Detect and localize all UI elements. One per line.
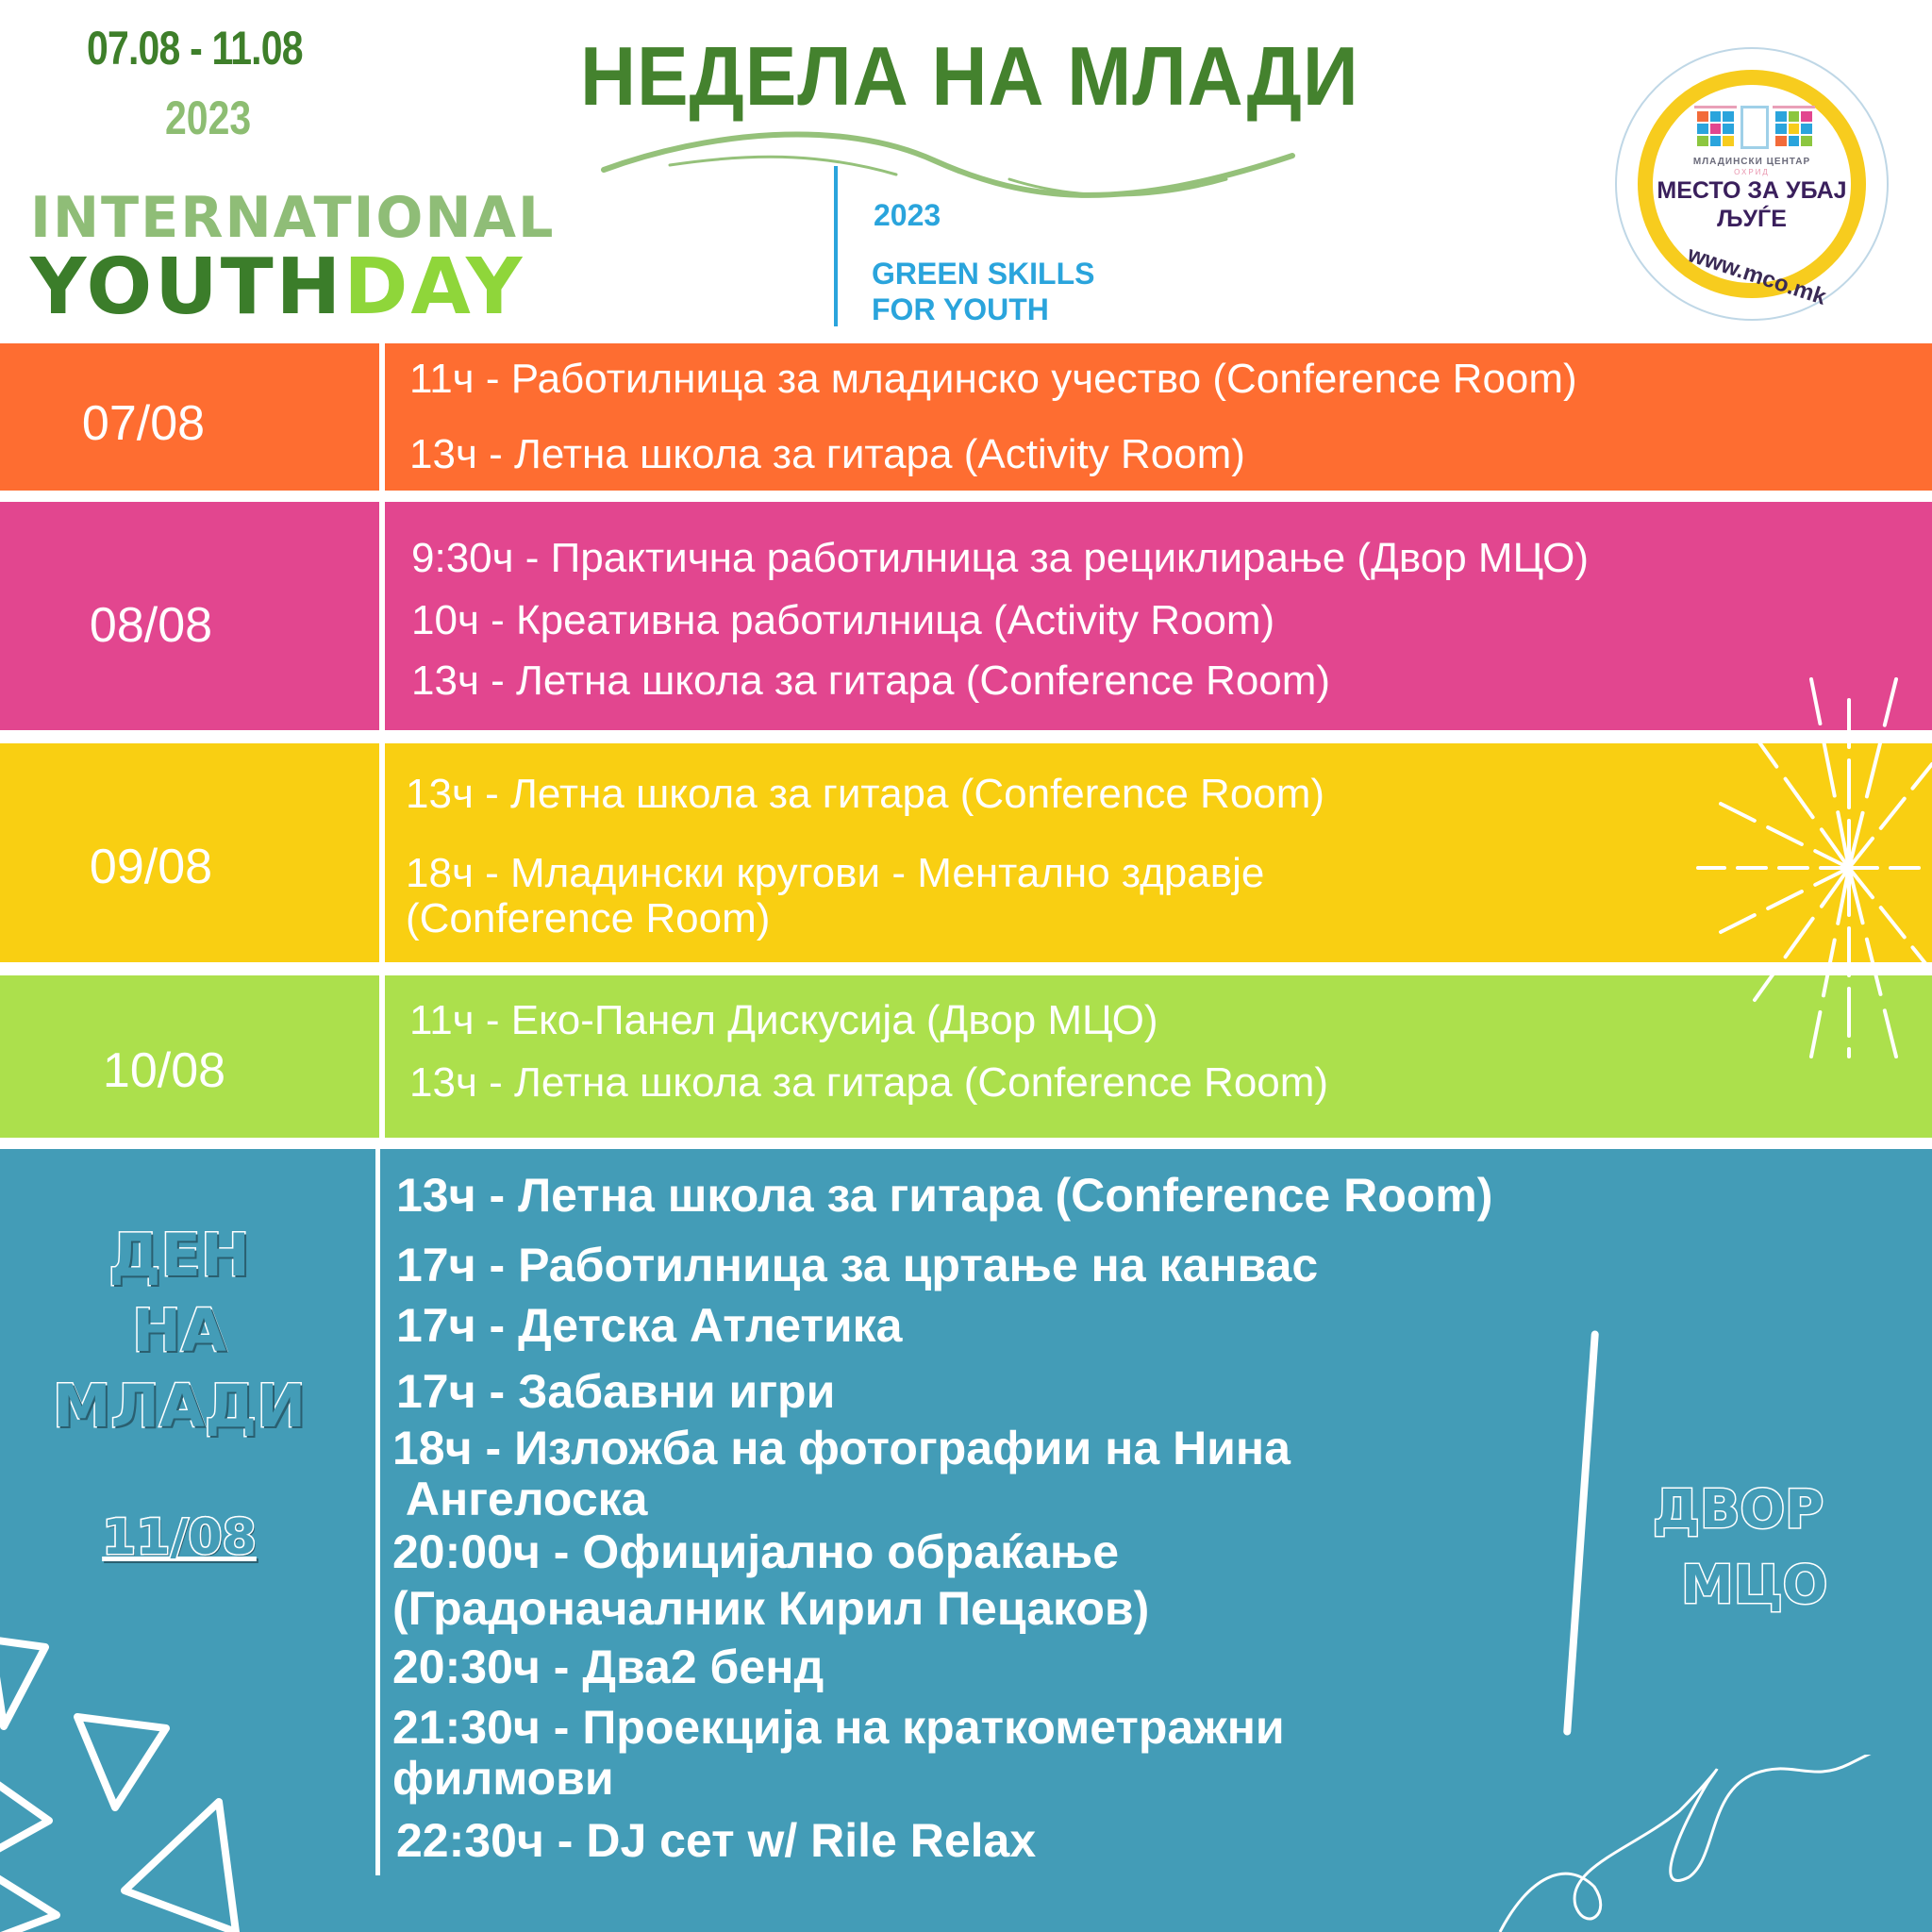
logo-url: www.mco.mk: [1684, 242, 1830, 310]
youth-day-label-3: МЛАДИ: [52, 1372, 307, 1441]
event-item: 13ч - Летна школа за гитара (Conference Room): [411, 658, 1331, 704]
event-item: 13ч - Летна школа за гитара (Activity Room): [409, 431, 1245, 477]
theme-line-1: GREEN SKILLS: [872, 257, 1095, 291]
event-item: 18ч - Изложба на фотографии на Нина: [392, 1422, 1291, 1474]
row-date: 09/08: [89, 840, 213, 894]
event-item: 13ч - Летна школа за гитара (Conference Room): [396, 1169, 1493, 1222]
row-divider: [379, 343, 385, 491]
youth-day-label-1: ДЕН: [108, 1221, 250, 1290]
logo-subtitle: МЛАДИНСКИ ЦЕНТАР: [1692, 157, 1811, 167]
youth-center-logo: [1615, 47, 1889, 321]
iyd-youth: YOUTH: [30, 242, 344, 332]
event-item: 20:00ч - Официјално обраќање: [392, 1525, 1120, 1578]
iyd-day: DAY: [343, 242, 525, 332]
logo-city: ОХРИД: [1734, 168, 1770, 176]
international-youth-day-logo: [30, 185, 566, 332]
page-title: НЕДЕЛА НА МЛАДИ: [580, 29, 1359, 123]
event-item-continued: (Градоначалник Кирил Пецаков): [392, 1582, 1150, 1635]
wave-decoration-icon: [594, 123, 1311, 208]
location-label-2: МЦО: [1681, 1555, 1828, 1616]
schedule-row-11-08: [0, 1149, 1932, 1932]
event-item-continued: Ангелоска: [392, 1473, 648, 1525]
row-date: 07/08: [81, 396, 206, 451]
event-item: 13ч - Летна школа за гитара (Conference Room): [406, 771, 1325, 817]
event-item: 22:30ч - DJ сет w/ Rile Relax: [396, 1814, 1037, 1867]
header: [0, 0, 1932, 341]
date-range: 07.08 - 11.08: [87, 22, 303, 75]
row-divider: [379, 502, 385, 730]
theme-divider: [834, 166, 838, 326]
row-divider: [379, 975, 385, 1138]
event-item: 13ч - Летна школа за гитара (Conference Room): [409, 1059, 1329, 1106]
row-date: 10/08: [102, 1043, 226, 1098]
theme-year: 2023: [874, 198, 941, 232]
iyd-youth-day: [30, 242, 566, 332]
row-date: 11/08: [102, 1509, 257, 1566]
event-item: 17ч - Работилница за цртање на канвас: [396, 1239, 1319, 1291]
schedule-row-09-08: [0, 743, 1932, 962]
event-item: 20:30ч - Два2 бенд: [392, 1641, 824, 1693]
row-date: 08/08: [89, 598, 213, 653]
logo-slogan-1: МЕСТО ЗА УБАЈ: [1657, 177, 1847, 204]
location-label-1: ДВОР: [1653, 1479, 1824, 1541]
theme-line-2: FOR YOUTH: [872, 292, 1049, 326]
youth-day-label-2: НА: [132, 1296, 226, 1365]
building-icon: [1694, 106, 1815, 149]
iyd-international: INTERNATIONAL: [30, 185, 556, 251]
date-year: 2023: [165, 92, 252, 144]
slash-decoration: [1563, 1330, 1599, 1736]
schedule-row-08-08: [0, 502, 1932, 730]
event-item: 18ч - Младински кругови - Ментално здравје: [406, 850, 1265, 896]
event-item: 17ч - Детска Атлетика: [396, 1299, 903, 1352]
event-item-continued: филмови: [392, 1752, 614, 1805]
schedule-row-07-08: [0, 343, 1932, 491]
event-item: 17ч - Забавни игри: [396, 1365, 836, 1418]
event-item-continued: (Conference Room): [406, 895, 771, 941]
row-divider: [379, 743, 385, 962]
event-item: 21:30ч - Проекција на краткометражни: [392, 1701, 1285, 1754]
event-item: 10ч - Креативна работилница (Activity Room): [411, 597, 1275, 643]
event-item: 11ч - Еко-Панел Дискусија (Двор МЦО): [409, 997, 1158, 1043]
event-item: 9:30ч - Практична работилница за рециклирање (Двор МЦО): [411, 535, 1590, 581]
event-item: 11ч - Работилница за младинско учество (Conference Room): [409, 356, 1577, 402]
row-divider: [375, 1149, 380, 1875]
logo-slogan-2: ЉУЃЕ: [1717, 206, 1787, 232]
schedule-row-10-08: [0, 975, 1932, 1138]
